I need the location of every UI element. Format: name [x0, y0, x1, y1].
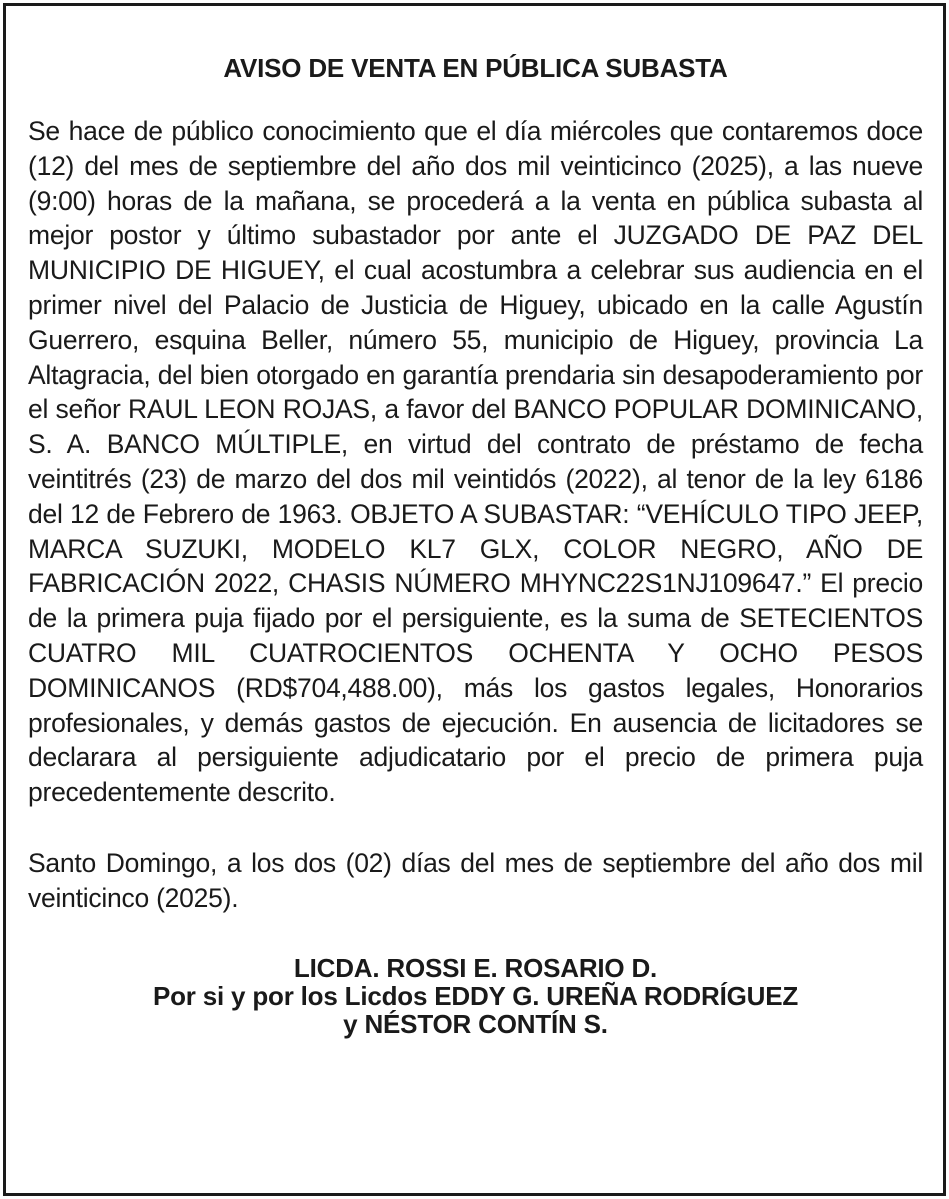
notice-frame [3, 3, 946, 1196]
signature-line-1: LICDA. ROSSI E. ROSARIO D. [293, 952, 658, 983]
notice-title: AVISO DE VENTA EN PÚBLICA SUBASTA [223, 53, 728, 83]
notice-content [28, 50, 923, 1038]
signature-line-3: y NÉSTOR CONTÍN S. [343, 1008, 608, 1039]
notice-body: Se hace de público conocimiento que el día miércoles que contaremos doce (12) del mes de septiembre del año dos mil veinticinco (2025), a las nueve (9:00) horas de la mañana, se procederá a la venta en pública subasta al mejor postor y último subastador por ante el JUZGADO DE PAZ DEL MUNICIPIO DE HIGUEY, el cual acostumbra a celebrar sus audiencia en el primer nivel del Palacio de Justicia de Higuey, ubicado en la calle Agustín Guerrero, esquina Beller, número 55, municipio de Higuey, provincia La Altagracia, del bien otorgado en garantía prendaria sin desapoderamiento por el señor RAUL LEON ROJAS, a favor del BANCO POPULAR DOMINICANO, S. A. BANCO MÚLTIPLE, en virtud del contrato de préstamo de fecha veintitrés (23) de marzo del dos mil veintidós (2022), al tenor de la ley 6186 del 12 de Febrero de 1963. OBJETO A SUBASTAR: “VEHÍCULO TIPO JEEP, MARCA SUZUKI, MODELO KL7 GLX, COLOR NEGRO, AÑO DE FABRICACIÓN 2022, CHASIS NÚMERO MHYNC22S1NJ109647.” El precio de la primera puja fijado por el persiguiente, es la suma de SETECIENTOS CUATRO MIL CUATROCIENTOS OCHENTA Y OCHO PESOS DOMINICANOS (RD$704,488.00), más los gastos legales, Honorarios profesionales, y demás gastos de ejecución. En ausencia de licitadores se declarara al persiguiente adjudicatario por el precio de primera puja precedentemente descrito. [28, 116, 923, 808]
notice-closing: Santo Domingo, a los dos (02) días del mes de septiembre del año dos mil veinticinco (2025). [28, 847, 923, 913]
signature-line-2: Por si y por los Licdos EDDY G. UREÑA RODRÍGUEZ [152, 980, 799, 1011]
signature-block [28, 954, 923, 1038]
